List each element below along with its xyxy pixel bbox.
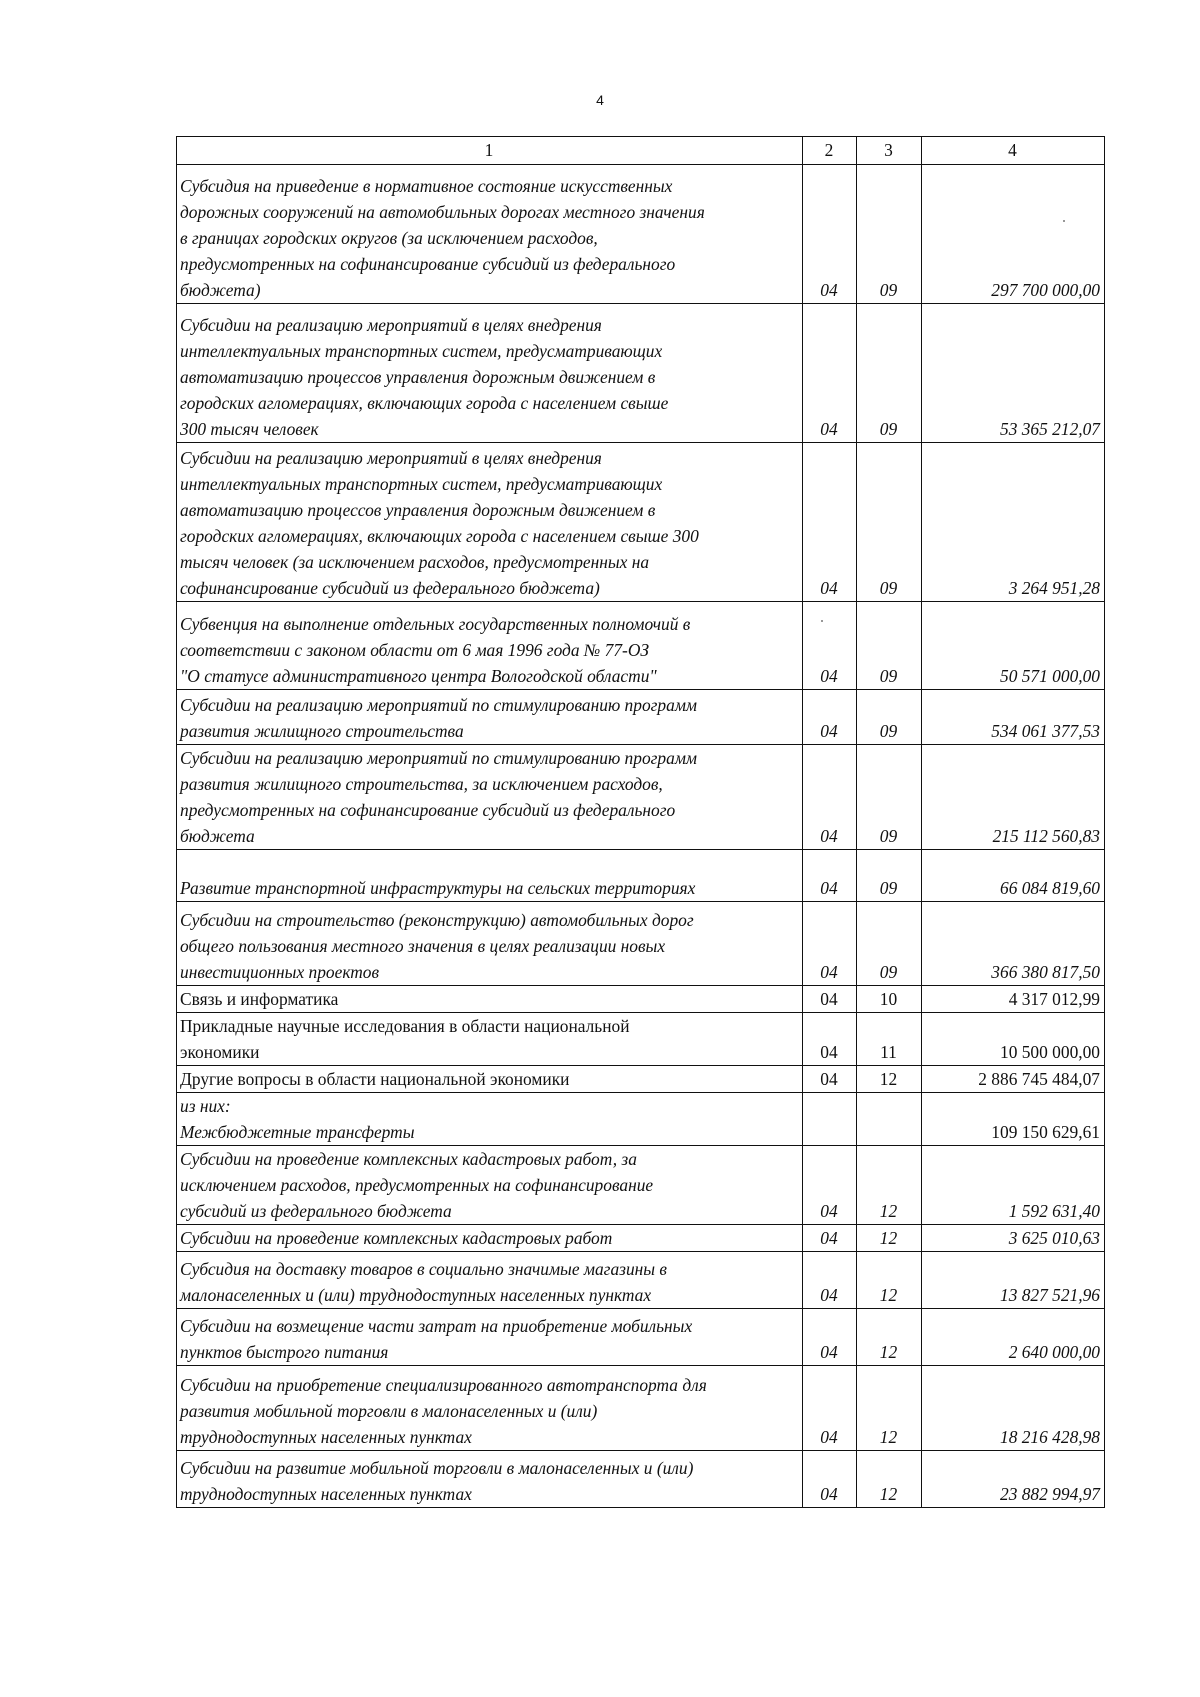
row-description: Прикладные научные исследования в области национальной экономики bbox=[177, 1013, 803, 1066]
row-amount: 2 640 000,00 bbox=[922, 1309, 1105, 1366]
scan-speck bbox=[821, 620, 823, 622]
row-section-code: 04 bbox=[803, 1066, 857, 1093]
row-section-code: 04 bbox=[803, 165, 857, 304]
row-amount: 10 500 000,00 bbox=[922, 1013, 1105, 1066]
row-amount: 13 827 521,96 bbox=[922, 1252, 1105, 1309]
budget-table bbox=[176, 136, 1105, 1508]
row-subsection-code: 12 bbox=[857, 1066, 922, 1093]
row-description: Субсидии на приобретение специализированного автотранспорта для развития мобильной торговли в малонаселенных и (или) труднодоступных населенных пунктах bbox=[177, 1366, 803, 1451]
table-row bbox=[177, 1066, 1105, 1093]
row-subsection-code: 12 bbox=[857, 1225, 922, 1252]
row-section-code: 04 bbox=[803, 1013, 857, 1066]
row-subsection-code: 09 bbox=[857, 690, 922, 745]
row-section-code: 04 bbox=[803, 1451, 857, 1508]
row-description: Субсидия на приведение в нормативное состояние искусственных дорожных сооружений на автомобильных дорогах местного значения в границах городских округов (за исключением расходов, предусмотренных на софинансирование субсидий из федерального бюджета) bbox=[177, 165, 803, 304]
row-description: Субсидия на доставку товаров в социально значимые магазины в малонаселенных и (или) труднодоступных населенных пунктах bbox=[177, 1252, 803, 1309]
row-section-code: 04 bbox=[803, 1146, 857, 1225]
row-description: из них: Межбюджетные трансферты bbox=[177, 1093, 803, 1146]
row-description: Субсидии на строительство (реконструкцию) автомобильных дорог общего пользования местного значения в целях реализации новых инвестиционных проектов bbox=[177, 902, 803, 986]
row-subsection-code: 09 bbox=[857, 850, 922, 902]
row-amount: 366 380 817,50 bbox=[922, 902, 1105, 986]
row-amount: 66 084 819,60 bbox=[922, 850, 1105, 902]
row-description: Связь и информатика bbox=[177, 986, 803, 1013]
table-row bbox=[177, 1451, 1105, 1508]
row-description: Субсидии на развитие мобильной торговли в малонаселенных и (или) труднодоступных населенных пунктах bbox=[177, 1451, 803, 1508]
table-row bbox=[177, 304, 1105, 443]
table-row bbox=[177, 1093, 1105, 1146]
row-description: Субсидии на реализацию мероприятий по стимулированию программ развития жилищного строительства bbox=[177, 690, 803, 745]
row-section-code: 04 bbox=[803, 304, 857, 443]
row-amount: 297 700 000,00 bbox=[922, 165, 1105, 304]
table-row bbox=[177, 1013, 1105, 1066]
row-subsection-code: 09 bbox=[857, 602, 922, 690]
row-subsection-code: 09 bbox=[857, 165, 922, 304]
row-subsection-code: 09 bbox=[857, 443, 922, 602]
row-description: Субсидии на возмещение части затрат на приобретение мобильных пунктов быстрого питания bbox=[177, 1309, 803, 1366]
row-subsection-code: 09 bbox=[857, 902, 922, 986]
row-description: Субсидии на реализацию мероприятий по стимулированию программ развития жилищного строительства, за исключением расходов, предусмотренных на софинансирование субсидий из федерального бюджета bbox=[177, 745, 803, 850]
row-amount: 18 216 428,98 bbox=[922, 1366, 1105, 1451]
table-row bbox=[177, 745, 1105, 850]
table-row bbox=[177, 443, 1105, 602]
header-col-4: 4 bbox=[922, 137, 1105, 165]
row-amount: 2 886 745 484,07 bbox=[922, 1066, 1105, 1093]
page-number: 4 bbox=[596, 92, 604, 108]
row-description: Другие вопросы в области национальной экономики bbox=[177, 1066, 803, 1093]
row-amount: 534 061 377,53 bbox=[922, 690, 1105, 745]
row-amount: 4 317 012,99 bbox=[922, 986, 1105, 1013]
row-description: Субсидии на реализацию мероприятий в целях внедрения интеллектуальных транспортных систем, предусматривающих автоматизацию процессов управления дорожным движением в городских агломерациях, включающих города с населением свыше 300 тысяч человек (за исключением расходов, предусмотренных на софинансирование субсидий из федерального бюджета) bbox=[177, 443, 803, 602]
table-row bbox=[177, 986, 1105, 1013]
header-col-2: 2 bbox=[803, 137, 857, 165]
row-description: Субсидии на реализацию мероприятий в целях внедрения интеллектуальных транспортных систем, предусматривающих автоматизацию процессов управления дорожным движением в городских агломерациях, включающих города с населением свыше 300 тысяч человек bbox=[177, 304, 803, 443]
table-row bbox=[177, 1252, 1105, 1309]
row-amount: 109 150 629,61 bbox=[922, 1093, 1105, 1146]
row-section-code: 04 bbox=[803, 902, 857, 986]
table-row bbox=[177, 690, 1105, 745]
row-section-code: 04 bbox=[803, 443, 857, 602]
row-amount: 3 264 951,28 bbox=[922, 443, 1105, 602]
header-col-1: 1 bbox=[177, 137, 803, 165]
row-amount: 53 365 212,07 bbox=[922, 304, 1105, 443]
row-subsection-code: 09 bbox=[857, 745, 922, 850]
row-section-code: 04 bbox=[803, 986, 857, 1013]
row-amount: 1 592 631,40 bbox=[922, 1146, 1105, 1225]
row-subsection-code: 12 bbox=[857, 1309, 922, 1366]
table-row bbox=[177, 850, 1105, 902]
row-section-code bbox=[803, 1093, 857, 1146]
row-subsection-code bbox=[857, 1093, 922, 1146]
header-col-3: 3 bbox=[857, 137, 922, 165]
row-amount: 215 112 560,83 bbox=[922, 745, 1105, 850]
row-description: Субвенция на выполнение отдельных государственных полномочий в соответствии с законом области от 6 мая 1996 года № 77-ОЗ "О статусе административного центра Вологодской области" bbox=[177, 602, 803, 690]
table-body bbox=[177, 165, 1105, 1508]
table-row bbox=[177, 1146, 1105, 1225]
row-section-code: 04 bbox=[803, 1309, 857, 1366]
row-subsection-code: 12 bbox=[857, 1366, 922, 1451]
row-section-code: 04 bbox=[803, 745, 857, 850]
row-section-code: 04 bbox=[803, 1252, 857, 1309]
table-row bbox=[177, 1366, 1105, 1451]
table-row bbox=[177, 1225, 1105, 1252]
row-amount: 23 882 994,97 bbox=[922, 1451, 1105, 1508]
table-row bbox=[177, 902, 1105, 986]
row-subsection-code: 12 bbox=[857, 1146, 922, 1225]
header-row bbox=[177, 137, 1105, 165]
row-subsection-code: 10 bbox=[857, 986, 922, 1013]
row-subsection-code: 11 bbox=[857, 1013, 922, 1066]
row-amount: 3 625 010,63 bbox=[922, 1225, 1105, 1252]
row-section-code: 04 bbox=[803, 850, 857, 902]
table-row bbox=[177, 602, 1105, 690]
row-amount: 50 571 000,00 bbox=[922, 602, 1105, 690]
table-row bbox=[177, 1309, 1105, 1366]
row-section-code: 04 bbox=[803, 1366, 857, 1451]
row-description: Развитие транспортной инфраструктуры на сельских территориях bbox=[177, 850, 803, 902]
scan-speck bbox=[1063, 220, 1065, 222]
row-description: Субсидии на проведение комплексных кадастровых работ, за исключением расходов, предусмотренных на софинансирование субсидий из федерального бюджета bbox=[177, 1146, 803, 1225]
row-subsection-code: 09 bbox=[857, 304, 922, 443]
table-row bbox=[177, 165, 1105, 304]
row-section-code: 04 bbox=[803, 602, 857, 690]
row-subsection-code: 12 bbox=[857, 1252, 922, 1309]
row-section-code: 04 bbox=[803, 1225, 857, 1252]
row-section-code: 04 bbox=[803, 690, 857, 745]
row-description: Субсидии на проведение комплексных кадастровых работ bbox=[177, 1225, 803, 1252]
row-subsection-code: 12 bbox=[857, 1451, 922, 1508]
